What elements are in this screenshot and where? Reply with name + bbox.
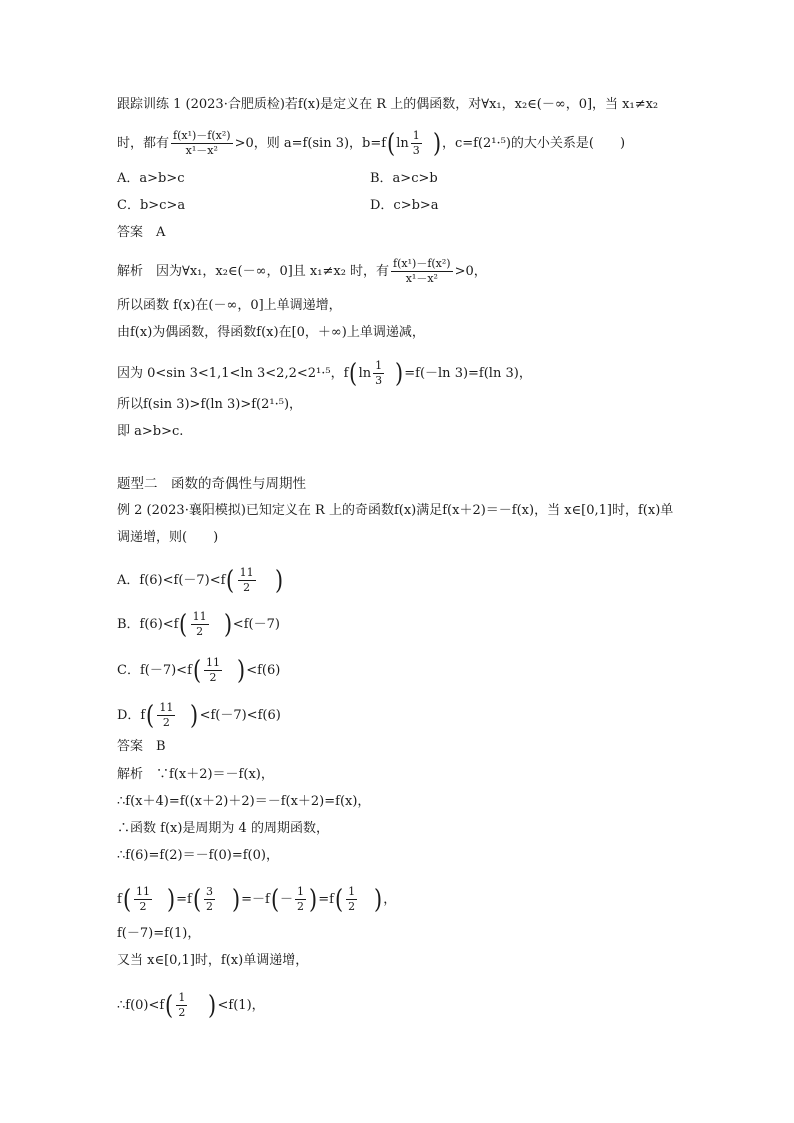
- right-paren: ): [166, 884, 176, 915]
- practice-text: >0，则 a=f(sin 3)，b=f: [234, 135, 387, 151]
- analysis-text: ∴f(6)=f(2)＝－f(0)=f(0)，: [117, 848, 279, 863]
- analysis-text: =－f: [241, 891, 270, 907]
- fraction-numerator: 3: [206, 885, 213, 898]
- analysis-text: f: [117, 891, 122, 907]
- fraction-denominator: x¹－x²: [405, 272, 438, 285]
- option-text: C．b>c>a: [117, 198, 186, 213]
- left-paren: (: [192, 884, 201, 915]
- right-paren: ): [309, 884, 318, 915]
- example-option-c: [117, 657, 280, 684]
- example-analysis-line-2: [117, 793, 370, 811]
- analysis-text: =f: [318, 891, 334, 907]
- practice-text: 跟踪训练 1 (2023·合肥质检)若f(x)是定义在 R 上的偶函数，对∀x₁，x₂∈(－∞，0]，当 x₁≠x₂: [117, 97, 659, 112]
- left-paren: (: [179, 609, 188, 640]
- fraction: [204, 886, 215, 913]
- option-text: A．f(6)<f(－7)<f: [117, 572, 226, 588]
- section-heading: [117, 475, 306, 493]
- option-text: A．a>b>c: [117, 171, 185, 186]
- fraction-numerator: 1: [348, 885, 356, 898]
- analysis-text: f(－7)=f(1)，: [117, 926, 201, 941]
- practice-analysis-line-6: [117, 423, 183, 441]
- fraction-numerator: 1: [375, 359, 383, 372]
- fraction: [346, 886, 357, 913]
- analysis-text: =f: [176, 891, 192, 907]
- fraction-numerator: 11: [206, 656, 221, 669]
- left-paren: (: [146, 700, 155, 731]
- example-line-1: [117, 502, 673, 520]
- example-analysis-line-8: [117, 992, 265, 1019]
- analysis-text: >0，: [454, 263, 487, 279]
- fraction-denominator: 2: [348, 900, 356, 913]
- option-text: <f(－7): [232, 616, 280, 632]
- practice-analysis-line-2: [117, 297, 342, 315]
- right-paren: ): [190, 700, 199, 731]
- fraction-numerator: f(x¹)－f(x²): [393, 257, 451, 270]
- analysis-text: 所以函数 f(x)在(－∞，0]上单调递增，: [117, 298, 342, 313]
- fraction-denominator: 2: [297, 900, 305, 913]
- example-analysis-line-1: [117, 766, 274, 784]
- example-analysis-line-7: [117, 952, 308, 970]
- right-paren: ): [274, 565, 283, 596]
- practice-analysis-line-5: [117, 396, 302, 414]
- right-paren: ): [432, 128, 441, 159]
- answer-text: 答案 B: [117, 739, 166, 754]
- fraction-denominator: 2: [243, 581, 251, 594]
- example-analysis-line-6: [117, 925, 200, 943]
- fraction: [373, 360, 384, 387]
- left-paren: (: [122, 884, 131, 915]
- fraction: [157, 702, 175, 729]
- practice-text: ，c=f(2¹·⁵)的大小关系是( ): [441, 135, 626, 151]
- ln-text: ln: [358, 365, 372, 381]
- fraction-numerator: 1: [412, 129, 420, 142]
- practice-text: 时，都有: [117, 135, 170, 151]
- example-option-b: [117, 611, 280, 638]
- fraction: [391, 258, 453, 285]
- example-text: 调递增，则( ): [117, 530, 219, 545]
- example-text: 例 2 (2023·襄阳模拟)已知定义在 R 上的奇函数f(x)满足f(x＋2)＝－f(x)，当 x∈[0,1]时，f(x)单: [117, 503, 674, 518]
- fraction: [411, 130, 422, 157]
- option-text: D．f: [117, 707, 146, 723]
- fraction-denominator: 2: [162, 716, 170, 729]
- option-b: [370, 170, 438, 188]
- option-text: <f(6): [246, 662, 281, 678]
- analysis-text: <f(1)，: [217, 997, 265, 1013]
- fraction: [204, 657, 222, 684]
- option-a: [117, 170, 185, 188]
- fraction-denominator: 2: [196, 625, 204, 638]
- option-text: <f(－7)<f(6): [199, 707, 281, 723]
- fraction: [134, 886, 152, 913]
- fraction: [176, 992, 187, 1019]
- example-analysis-line-4: [117, 847, 279, 865]
- fraction-numerator: 1: [297, 885, 305, 898]
- option-c: [117, 197, 185, 215]
- practice-analysis-line-4: [117, 360, 532, 387]
- analysis-text: 因为 0<sin 3<1,1<ln 3<2,2<2¹·⁵，f: [117, 365, 349, 381]
- analysis-text: 由f(x)为偶函数，得函数f(x)在[0，＋∞)上单调递减，: [117, 325, 425, 340]
- ln-text: ln: [396, 135, 409, 151]
- practice-analysis-line-1: [117, 258, 487, 285]
- fraction: [295, 886, 306, 913]
- analysis-text: 所以f(sin 3)>f(ln 3)>f(2¹·⁵)，: [117, 397, 303, 412]
- answer-text: 答案 A: [117, 225, 166, 240]
- right-paren: ): [395, 358, 404, 389]
- fraction-denominator: 3: [375, 374, 383, 387]
- right-paren: ): [232, 884, 241, 915]
- fraction-numerator: 11: [192, 610, 207, 623]
- example-answer: [117, 738, 166, 756]
- fraction-numerator: 11: [239, 566, 254, 579]
- option-text: B．f(6)<f: [117, 616, 179, 632]
- fraction-denominator: 2: [209, 671, 217, 684]
- right-paren: ): [374, 884, 383, 915]
- practice-analysis-line-3: [117, 324, 425, 342]
- right-paren: ): [223, 609, 232, 640]
- fraction: [171, 130, 233, 157]
- practice-line-2: [117, 130, 625, 157]
- analysis-text: ∴f(x＋4)=f((x＋2)＋2)＝－f(x＋2)=f(x)，: [117, 794, 371, 809]
- left-paren: (: [387, 128, 396, 159]
- practice-line-1: [117, 96, 658, 114]
- fraction-numerator: 11: [135, 885, 150, 898]
- fraction-denominator: x¹－x²: [185, 144, 218, 157]
- fraction-denominator: 2: [206, 900, 213, 913]
- right-paren: ): [237, 655, 246, 686]
- analysis-text: ，: [383, 891, 397, 907]
- right-paren: ): [208, 990, 217, 1021]
- example-analysis-line-5: [117, 886, 396, 913]
- practice-answer: [117, 224, 165, 242]
- left-paren: (: [165, 990, 174, 1021]
- minus-sign: －: [280, 891, 294, 907]
- fraction-numerator: f(x¹)－f(x²): [173, 129, 231, 142]
- fraction-numerator: 1: [178, 991, 186, 1004]
- option-text: B．a>c>b: [370, 171, 438, 186]
- fraction: [238, 567, 256, 594]
- fraction-numerator: 11: [159, 701, 174, 714]
- analysis-text: =f(－ln 3)=f(ln 3)，: [404, 365, 532, 381]
- left-paren: (: [270, 884, 280, 915]
- left-paren: (: [192, 655, 202, 686]
- fraction-denominator: 2: [178, 1006, 186, 1019]
- example-line-2: [117, 529, 218, 547]
- example-analysis-line-3: [117, 820, 329, 838]
- analysis-text: ∴函数 f(x)是周期为 4 的周期函数，: [117, 821, 329, 836]
- left-paren: (: [226, 565, 235, 596]
- fraction-denominator: 3: [412, 144, 420, 157]
- analysis-text: 即 a>b>c.: [117, 424, 184, 439]
- option-d: [370, 197, 439, 215]
- example-option-d: [117, 702, 281, 729]
- left-paren: (: [334, 884, 344, 915]
- option-text: D．c>b>a: [370, 198, 439, 213]
- option-text: C．f(－7)<f: [117, 662, 192, 678]
- heading-text: 题型二 函数的奇偶性与周期性: [117, 476, 306, 492]
- fraction-denominator: 2: [139, 900, 147, 913]
- left-paren: (: [349, 358, 358, 389]
- example-option-a: [117, 567, 284, 594]
- fraction: [191, 611, 209, 638]
- analysis-text: 解析 ∵f(x＋2)＝－f(x)，: [117, 767, 274, 782]
- analysis-text: 又当 x∈[0,1]时，f(x)单调递增，: [117, 953, 309, 968]
- analysis-text: ∴f(0)<f: [117, 997, 165, 1013]
- analysis-text: 解析 因为∀x₁，x₂∈(－∞，0]且 x₁≠x₂ 时，有: [117, 263, 390, 279]
